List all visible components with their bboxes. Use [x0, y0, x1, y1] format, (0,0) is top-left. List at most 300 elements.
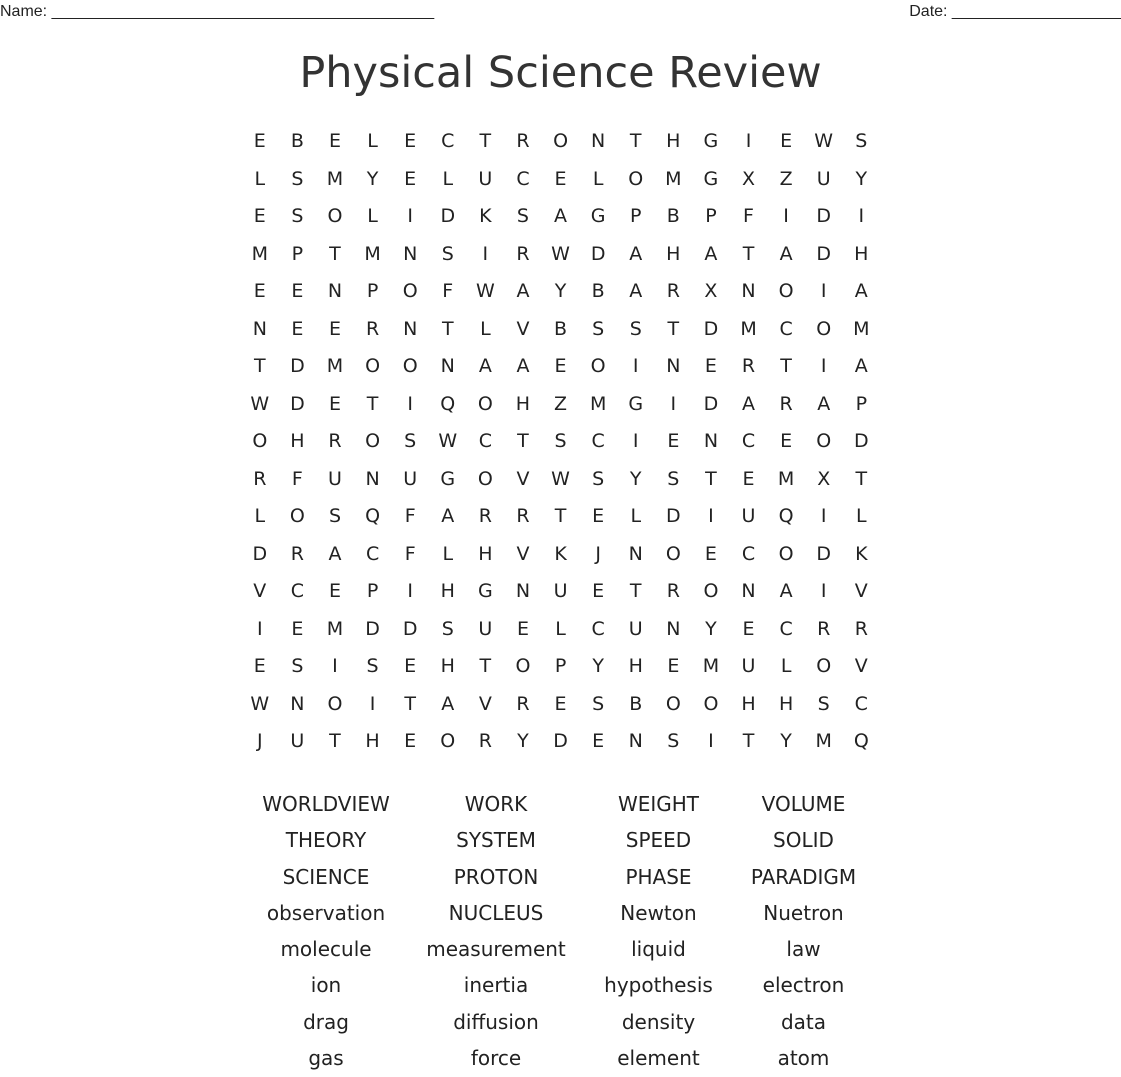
grid-letter: W [551, 467, 570, 490]
grid-letter: L [367, 205, 378, 227]
grid-letter: H [365, 730, 380, 752]
grid-letter: Z [779, 167, 793, 190]
grid-letter: L [856, 505, 867, 527]
grid-letter: R [779, 392, 793, 415]
grid-letter: O [628, 167, 644, 190]
word-bank-item: Nuetron [763, 900, 844, 925]
grid-letter: M [815, 730, 832, 752]
grid-letter: N [403, 242, 418, 265]
grid-letter: C [779, 617, 793, 640]
word-bank-item: PHASE [625, 864, 692, 889]
word-bank-item: WORLDVIEW [262, 792, 390, 816]
grid-letter: P [855, 392, 868, 415]
grid-letter: S [291, 205, 304, 227]
grid-letter: Y [705, 617, 717, 640]
grid-letter: N [741, 280, 756, 302]
grid-letter: L [780, 655, 792, 677]
word-bank-item: liquid [631, 937, 686, 962]
grid-letter: O [816, 317, 832, 340]
grid-letter: E [328, 580, 341, 602]
grid-letter: S [291, 655, 304, 677]
grid-letter: Q [365, 505, 381, 527]
grid-letter: Q [440, 392, 456, 415]
grid-letter: E [592, 505, 605, 527]
grid-letter: E [516, 617, 529, 640]
grid-letter: H [666, 242, 681, 265]
grid-letter: S [667, 730, 680, 752]
grid-letter: O [665, 542, 681, 565]
grid-letter: D [816, 242, 832, 265]
grid-letter: A [629, 280, 643, 302]
grid-letter: E [291, 280, 304, 302]
grid-letter: E [667, 430, 680, 452]
grid-letter: E [704, 355, 717, 377]
date-field-label: Date: ___________________ [909, 3, 1121, 20]
grid-letter: R [666, 580, 680, 602]
grid-letter: E [404, 167, 417, 190]
word-bank-item: measurement [426, 937, 566, 962]
word-bank-item: THEORY [285, 828, 367, 853]
grid-letter: T [366, 392, 379, 415]
grid-letter: S [629, 317, 642, 340]
grid-letter: A [779, 242, 793, 265]
grid-letter: B [591, 280, 605, 302]
grid-letter: C [779, 317, 793, 340]
grid-letter: U [478, 617, 493, 640]
grid-letter: L [442, 542, 454, 565]
grid-letter: Y [629, 467, 642, 490]
grid-letter: E [291, 317, 304, 340]
grid-letter: T [517, 430, 529, 452]
grid-letter: B [290, 130, 304, 152]
grid-letter: D [703, 317, 719, 340]
grid-letter: A [441, 505, 455, 527]
grid-letter: O [778, 280, 794, 302]
grid-letter: S [592, 467, 605, 490]
word-bank-item: electron [762, 973, 845, 998]
grid-letter: S [554, 430, 567, 452]
grid-letter: E [253, 130, 266, 152]
grid-letter: E [253, 205, 266, 227]
grid-letter: S [592, 317, 605, 340]
grid-letter: N [628, 542, 643, 565]
grid-letter: K [554, 542, 567, 565]
grid-letter: O [590, 355, 606, 377]
grid-letter: A [854, 280, 868, 302]
word-bank-item: atom [777, 1046, 830, 1071]
grid-letter: G [477, 580, 493, 602]
name-field-label: Name: ___________________________________________ [0, 3, 435, 20]
word-bank-item: SCIENCE [282, 864, 370, 889]
grid-letter: Y [517, 730, 529, 752]
grid-letter: T [329, 242, 341, 265]
grid-letter: H [778, 692, 794, 715]
grid-letter: A [516, 280, 530, 302]
grid-letter: R [817, 617, 831, 640]
grid-letter: G [590, 205, 606, 227]
grid-letter: U [741, 505, 756, 527]
grid-letter: D [440, 205, 456, 227]
grid-letter: P [291, 242, 304, 265]
grid-letter: E [704, 542, 717, 565]
grid-letter: B [666, 205, 680, 227]
grid-letter: M [251, 242, 268, 265]
grid-letter: I [820, 505, 827, 527]
grid-letter: E [404, 730, 417, 752]
word-bank-item: drag [303, 1009, 349, 1034]
grid-letter: U [403, 467, 418, 490]
grid-letter: V [253, 580, 267, 602]
grid-letter: A [554, 205, 568, 227]
grid-letter: N [327, 280, 343, 302]
grid-letter: X [742, 167, 756, 190]
grid-letter: E [328, 317, 341, 340]
grid-letter: I [783, 205, 789, 227]
word-bank-item: element [617, 1046, 700, 1071]
grid-letter: M [326, 355, 344, 377]
grid-letter: G [440, 467, 456, 490]
grid-letter: A [629, 242, 643, 265]
word-bank-item: gas [308, 1046, 344, 1071]
grid-letter: N [666, 617, 681, 640]
grid-letter: U [478, 167, 493, 190]
grid-letter: O [365, 430, 381, 452]
grid-letter: T [441, 317, 454, 340]
grid-letter: X [817, 467, 831, 490]
grid-letter: S [404, 430, 417, 452]
grid-letter: V [854, 580, 868, 602]
grid-letter: O [440, 730, 456, 752]
grid-letter: C [478, 430, 492, 452]
grid-letter: S [667, 467, 680, 490]
grid-letter: I [858, 205, 865, 227]
grid-letter: M [364, 242, 381, 265]
grid-letter: E [328, 392, 341, 415]
grid-letter: A [328, 542, 342, 565]
grid-letter: X [704, 280, 718, 302]
grid-letter: R [365, 317, 380, 340]
grid-letter: R [253, 467, 267, 490]
grid-letter: A [817, 392, 831, 415]
grid-letter: P [630, 205, 642, 227]
word-bank-item: density [621, 1009, 696, 1034]
grid-letter: I [820, 355, 827, 377]
grid-letter: N [440, 355, 455, 377]
grid-letter: F [291, 467, 303, 490]
grid-letter: B [554, 317, 568, 340]
grid-letter: O [477, 392, 493, 415]
grid-letter: P [705, 205, 717, 227]
word-bank-item: force [470, 1046, 522, 1071]
grid-letter: U [741, 655, 756, 677]
grid-letter: V [478, 692, 492, 715]
grid-letter: E [554, 355, 567, 377]
grid-letter: A [516, 355, 530, 377]
grid-letter: L [254, 167, 266, 190]
grid-letter: E [592, 580, 605, 602]
grid-letter: R [516, 242, 530, 265]
grid-letter: N [741, 580, 756, 602]
grid-letter: H [440, 580, 455, 602]
grid-letter: E [291, 617, 304, 640]
grid-letter: A [854, 355, 868, 377]
grid-letter: C [741, 542, 756, 565]
grid-letter: D [553, 730, 568, 752]
grid-letter: M [326, 617, 344, 640]
word-bank [241, 786, 871, 1076]
grid-letter: T [404, 692, 416, 715]
grid-letter: N [365, 467, 380, 490]
grid-letter: N [290, 692, 305, 715]
grid-letter: E [742, 467, 755, 490]
grid-letter: F [442, 280, 454, 302]
grid-letter: Y [780, 730, 792, 752]
grid-letter: S [441, 617, 454, 640]
grid-letter: S [291, 167, 304, 190]
grid-letter: A [742, 392, 756, 415]
word-bank-item: PROTON [453, 864, 539, 889]
grid-letter: H [440, 655, 455, 677]
grid-letter: M [853, 317, 870, 340]
grid-letter: R [328, 430, 342, 452]
grid-letter: M [702, 655, 720, 677]
grid-letter: T [253, 355, 266, 377]
grid-letter: K [479, 205, 492, 227]
grid-letter: H [854, 242, 869, 265]
word-bank-item: NUCLEUS [448, 900, 544, 925]
grid-letter: M [326, 167, 344, 190]
word-bank-item: WEIGHT [617, 792, 700, 816]
word-bank-item: Newton [620, 900, 697, 925]
word-bank-item: PARADIGM [750, 864, 857, 889]
grid-letter: E [592, 730, 605, 752]
grid-letter: M [589, 392, 607, 415]
grid-letter: C [365, 542, 380, 565]
grid-letter: L [555, 617, 566, 640]
grid-letter: P [554, 655, 567, 677]
grid-letter: N [666, 355, 681, 377]
word-bank-item: ion [310, 973, 342, 998]
grid-letter: R [290, 542, 304, 565]
grid-letter: E [554, 167, 567, 190]
grid-letter: M [777, 467, 795, 490]
grid-letter: H [515, 392, 531, 415]
grid-letter: W [250, 392, 270, 415]
grid-letter: I [708, 730, 714, 752]
grid-letter: T [705, 467, 717, 490]
grid-letter: E [404, 130, 417, 152]
grid-letter: D [290, 355, 305, 377]
grid-letter: A [478, 355, 492, 377]
grid-letter: I [820, 280, 827, 302]
grid-letter: W [250, 692, 270, 715]
grid-letter: Q [778, 505, 794, 527]
grid-letter: I [745, 130, 752, 152]
grid-letter: D [402, 617, 418, 640]
grid-letter: E [780, 430, 793, 452]
grid-letter: E [253, 655, 266, 677]
grid-letter: Y [592, 655, 604, 677]
grid-letter: F [404, 505, 416, 527]
grid-letter: D [703, 392, 719, 415]
grid-letter: D [816, 205, 832, 227]
grid-letter: E [253, 280, 266, 302]
grid-letter: O [402, 355, 418, 377]
grid-letter: L [592, 167, 604, 190]
grid-letter: O [477, 467, 493, 490]
word-bank-item: hypothesis [604, 973, 713, 998]
grid-letter: H [666, 130, 681, 152]
grid-letter: I [632, 355, 639, 377]
grid-letter: O [778, 542, 794, 565]
grid-letter: E [667, 655, 680, 677]
grid-letter: L [367, 130, 378, 152]
grid-letter: Z [554, 392, 568, 415]
grid-letter: A [779, 580, 793, 602]
grid-letter: D [816, 542, 832, 565]
grid-letter: I [820, 580, 827, 602]
word-bank-item: molecule [280, 937, 372, 962]
grid-letter: S [855, 130, 868, 152]
grid-letter: S [328, 505, 342, 527]
grid-letter: I [407, 205, 413, 227]
grid-letter: T [742, 730, 755, 752]
grid-letter: O [252, 430, 268, 452]
grid-letter: L [254, 505, 266, 527]
word-bank-item: data [780, 1009, 827, 1034]
grid-letter: N [252, 317, 267, 340]
grid-letter: S [817, 692, 830, 715]
grid-letter: W [475, 280, 495, 302]
grid-letter: G [703, 130, 719, 152]
grid-letter: T [667, 317, 680, 340]
grid-letter: I [369, 692, 376, 715]
grid-letter: E [780, 130, 793, 152]
grid-letter: S [516, 205, 529, 227]
grid-letter: R [516, 505, 530, 527]
grid-letter: Q [853, 730, 869, 752]
grid-letter: M [740, 317, 757, 340]
word-search-grid [241, 123, 880, 761]
word-bank-item: SYSTEM [456, 828, 536, 853]
grid-letter: O [553, 130, 569, 152]
word-bank-item: law [786, 937, 821, 962]
grid-letter: H [628, 655, 643, 677]
grid-letter: W [551, 242, 570, 265]
grid-letter: A [704, 242, 718, 265]
grid-letter: E [554, 692, 567, 715]
grid-letter: S [592, 692, 605, 715]
grid-letter: N [515, 580, 531, 602]
grid-letter: I [708, 505, 714, 527]
grid-letter: T [855, 467, 868, 490]
grid-letter: I [332, 655, 338, 677]
grid-letter: C [591, 617, 605, 640]
word-bank-item: diffusion [453, 1009, 539, 1034]
grid-letter: C [854, 692, 868, 715]
grid-letter: H [290, 430, 305, 452]
grid-letter: K [855, 542, 868, 565]
grid-letter: O [665, 692, 681, 715]
grid-letter: J [595, 542, 601, 565]
grid-letter: D [590, 242, 606, 265]
grid-letter: S [441, 242, 454, 265]
page-title: Physical Science Review [299, 48, 822, 98]
grid-letter: R [854, 617, 868, 640]
grid-letter: T [780, 355, 792, 377]
grid-letter: D [365, 617, 380, 640]
word-bank-item: SOLID [773, 828, 834, 853]
grid-letter: I [407, 580, 413, 602]
grid-letter: O [703, 580, 719, 602]
grid-letter: C [741, 430, 756, 452]
grid-letter: J [256, 730, 263, 752]
grid-letter: H [741, 692, 756, 715]
grid-letter: W [814, 130, 834, 152]
grid-letter: E [328, 130, 341, 152]
grid-letter: Y [855, 167, 868, 190]
word-bank-item: WORK [464, 792, 528, 816]
word-bank-item: SPEED [625, 828, 692, 853]
grid-letter: O [402, 280, 418, 302]
grid-letter: C [290, 580, 305, 602]
grid-letter: P [366, 580, 379, 602]
grid-letter: C [441, 130, 455, 152]
grid-letter: I [407, 392, 413, 415]
grid-letter: O [515, 655, 531, 677]
grid-letter: U [553, 580, 568, 602]
grid-letter: D [853, 430, 869, 452]
grid-letter: T [629, 580, 642, 602]
grid-letter: V [516, 317, 530, 340]
grid-letter: O [816, 655, 832, 677]
grid-letter: Y [554, 280, 567, 302]
grid-letter: O [327, 205, 343, 227]
grid-letter: T [479, 130, 492, 152]
grid-letter: H [478, 542, 493, 565]
grid-letter: R [478, 730, 492, 752]
grid-letter: P [366, 280, 379, 302]
grid-letter: U [328, 467, 342, 490]
grid-letter: E [404, 655, 417, 677]
grid-letter: G [703, 167, 719, 190]
grid-letter: T [554, 505, 567, 527]
grid-letter: N [591, 130, 606, 152]
grid-letter: N [703, 430, 719, 452]
grid-letter: A [441, 692, 455, 715]
word-bank-item: observation [266, 900, 386, 925]
grid-letter: F [743, 205, 754, 227]
grid-letter: R [666, 280, 680, 302]
grid-letter: R [516, 130, 530, 152]
grid-letter: D [290, 392, 305, 415]
grid-letter: F [404, 542, 416, 565]
grid-letter: R [478, 505, 492, 527]
grid-letter: U [816, 167, 831, 190]
grid-letter: E [742, 617, 755, 640]
grid-letter: I [670, 392, 677, 415]
grid-letter: O [816, 430, 832, 452]
grid-letter: G [628, 392, 644, 415]
grid-letter: I [256, 617, 263, 640]
grid-letter: L [442, 167, 454, 190]
grid-letter: T [329, 730, 341, 752]
grid-letter: O [703, 692, 719, 715]
grid-letter: V [854, 655, 868, 677]
grid-letter: N [628, 730, 643, 752]
grid-letter: T [629, 130, 642, 152]
word-bank-item: VOLUME [761, 792, 846, 816]
